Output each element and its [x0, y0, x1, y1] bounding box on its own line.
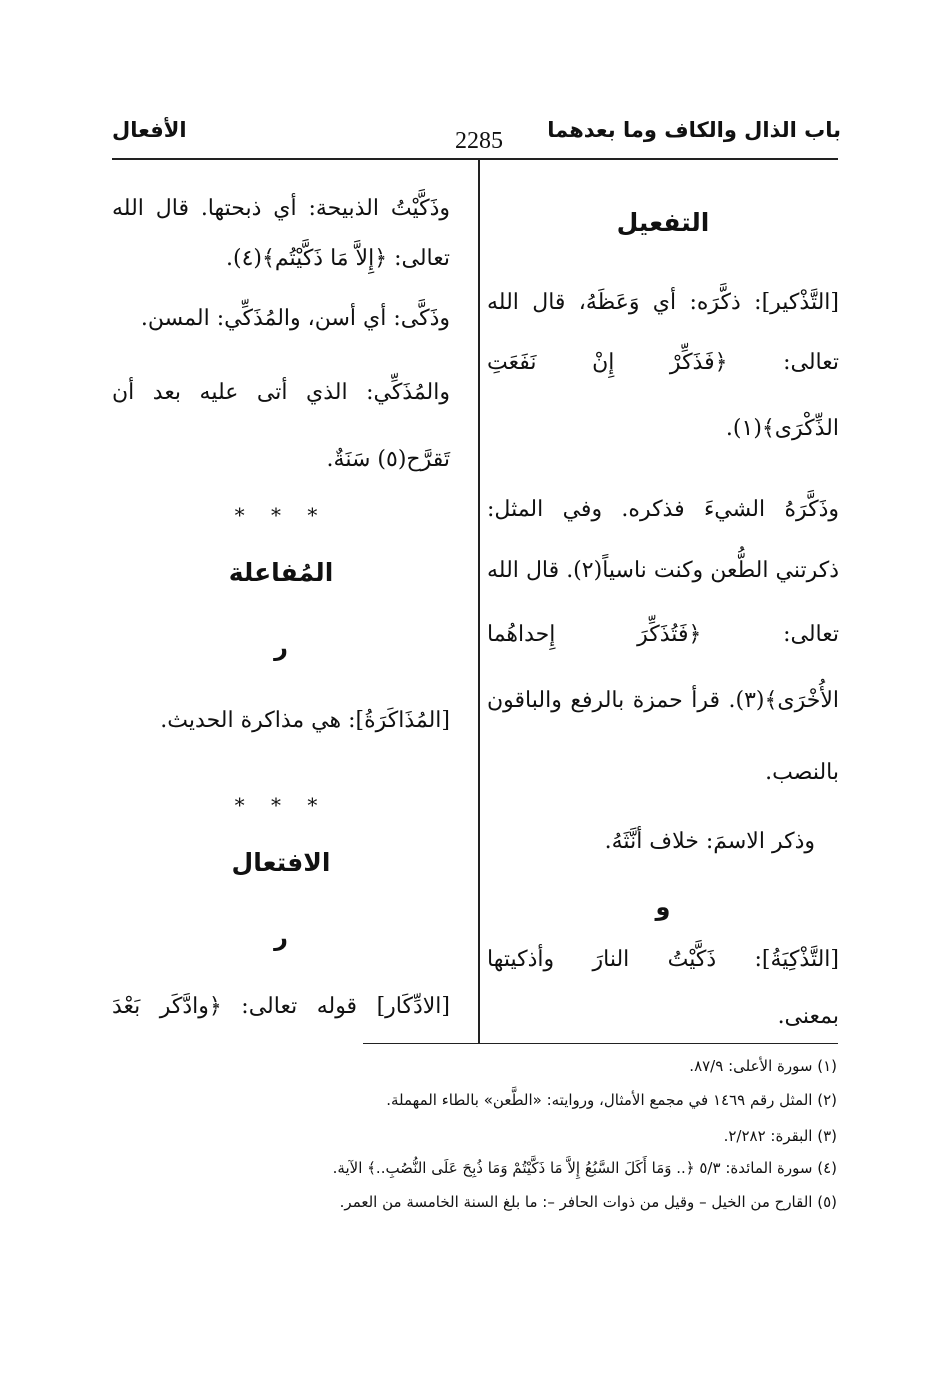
- section-heading-mufaala: المُفاعلة: [228, 558, 334, 587]
- text-line: [التَّذْكِيَةُ]: ذَكَّيْتُ النارَ وأذكيتها: [487, 947, 839, 972]
- footnote: (٤) سورة المائدة: ٥/٣ ﴿.. وَمَا أَكَلَ السَّبُعُ إِلاَّ مَا ذَكَّيْتُمْ وَمَا ذُبِحَ عَلَى النُّصُبِ..﴾ الآية.: [332, 1159, 837, 1177]
- text-line: تعالى: ﴿إِلاَّ مَا ذَكَّيْتُم﴾(٤).: [226, 246, 450, 271]
- text-line: تعالى: ﴿فَذَكِّرْ إِنْ نَفَعَتِ: [487, 350, 839, 375]
- root-letter: ر: [274, 923, 288, 951]
- text-line: بالنصب.: [765, 760, 839, 785]
- text-line: وذَكَّرَهُ الشيءَ فذكره. وفي المثل:: [487, 497, 839, 522]
- root-letter: و: [655, 893, 671, 921]
- running-head-chapter: باب الذال والكاف وما بعدهما: [547, 118, 841, 142]
- footnote: (٣) البقرة: ٢/٢٨٢.: [723, 1127, 837, 1145]
- text-line: الأُخْرَى﴾(٣). قرأ حمزة بالرفع والباقون: [487, 688, 839, 713]
- footnote: (١) سورة الأعلى: ٨٧/٩.: [689, 1057, 837, 1075]
- header-rule: [112, 158, 838, 160]
- text-line: [الادِّكَار] قوله تعالى: ﴿وادَّكَر بَعْدَ: [112, 994, 450, 1019]
- text-line: تَقرَّح(٥) سَنَةٌ.: [326, 447, 450, 472]
- column-divider: [478, 160, 480, 1043]
- text-line: [التَّذْكير]: ذكَّرَه: أي وَعَظَهُ، قال الله: [487, 290, 839, 315]
- text-line: الذِّكْرَى﴾(١).: [725, 416, 839, 441]
- section-heading-iftial: الافتعال: [231, 848, 331, 877]
- root-letter: ر: [274, 633, 288, 661]
- text-line: بمعنى.: [777, 1004, 839, 1029]
- text-line: [المُذَاكَرَةُ]: هي مذاكرة الحديث.: [160, 708, 450, 733]
- section-heading-tafil: التفعيل: [616, 208, 710, 237]
- text-line: وذَكَّيْتُ الذبيحة: أي ذبحتها. قال الله: [112, 196, 450, 221]
- page-number: 2285: [455, 128, 503, 154]
- running-head-section: الأفعال: [112, 118, 187, 142]
- text-line: والمُذَكِّي: الذي أتى عليه بعد أن: [112, 380, 450, 405]
- section-separator: * * *: [234, 793, 328, 817]
- footnote: (٢) المثل رقم ١٤٦٩ في مجمع الأمثال، وروايته: «الطَّعن» بالطاء المهملة.: [386, 1091, 837, 1109]
- section-separator: * * *: [234, 503, 328, 527]
- text-line: وذَكَّى: أي أسن، والمُذَكِّي: المسن.: [140, 306, 450, 331]
- footnote-rule: [363, 1043, 838, 1044]
- text-line: ذكرتني الطُّعن وكنت ناسياً(٢). قال الله: [487, 558, 840, 583]
- text-line: تعالى: ﴿فَتُذَكِّرَ إِحداهُما: [487, 622, 839, 647]
- text-line: وذكر الاسمَ: خلاف أنَّثَهُ.: [604, 829, 815, 854]
- footnote: (٥) القارح من الخيل – وقيل من ذوات الحافر –: ما بلغ السنة الخامسة من العمر.: [339, 1193, 837, 1211]
